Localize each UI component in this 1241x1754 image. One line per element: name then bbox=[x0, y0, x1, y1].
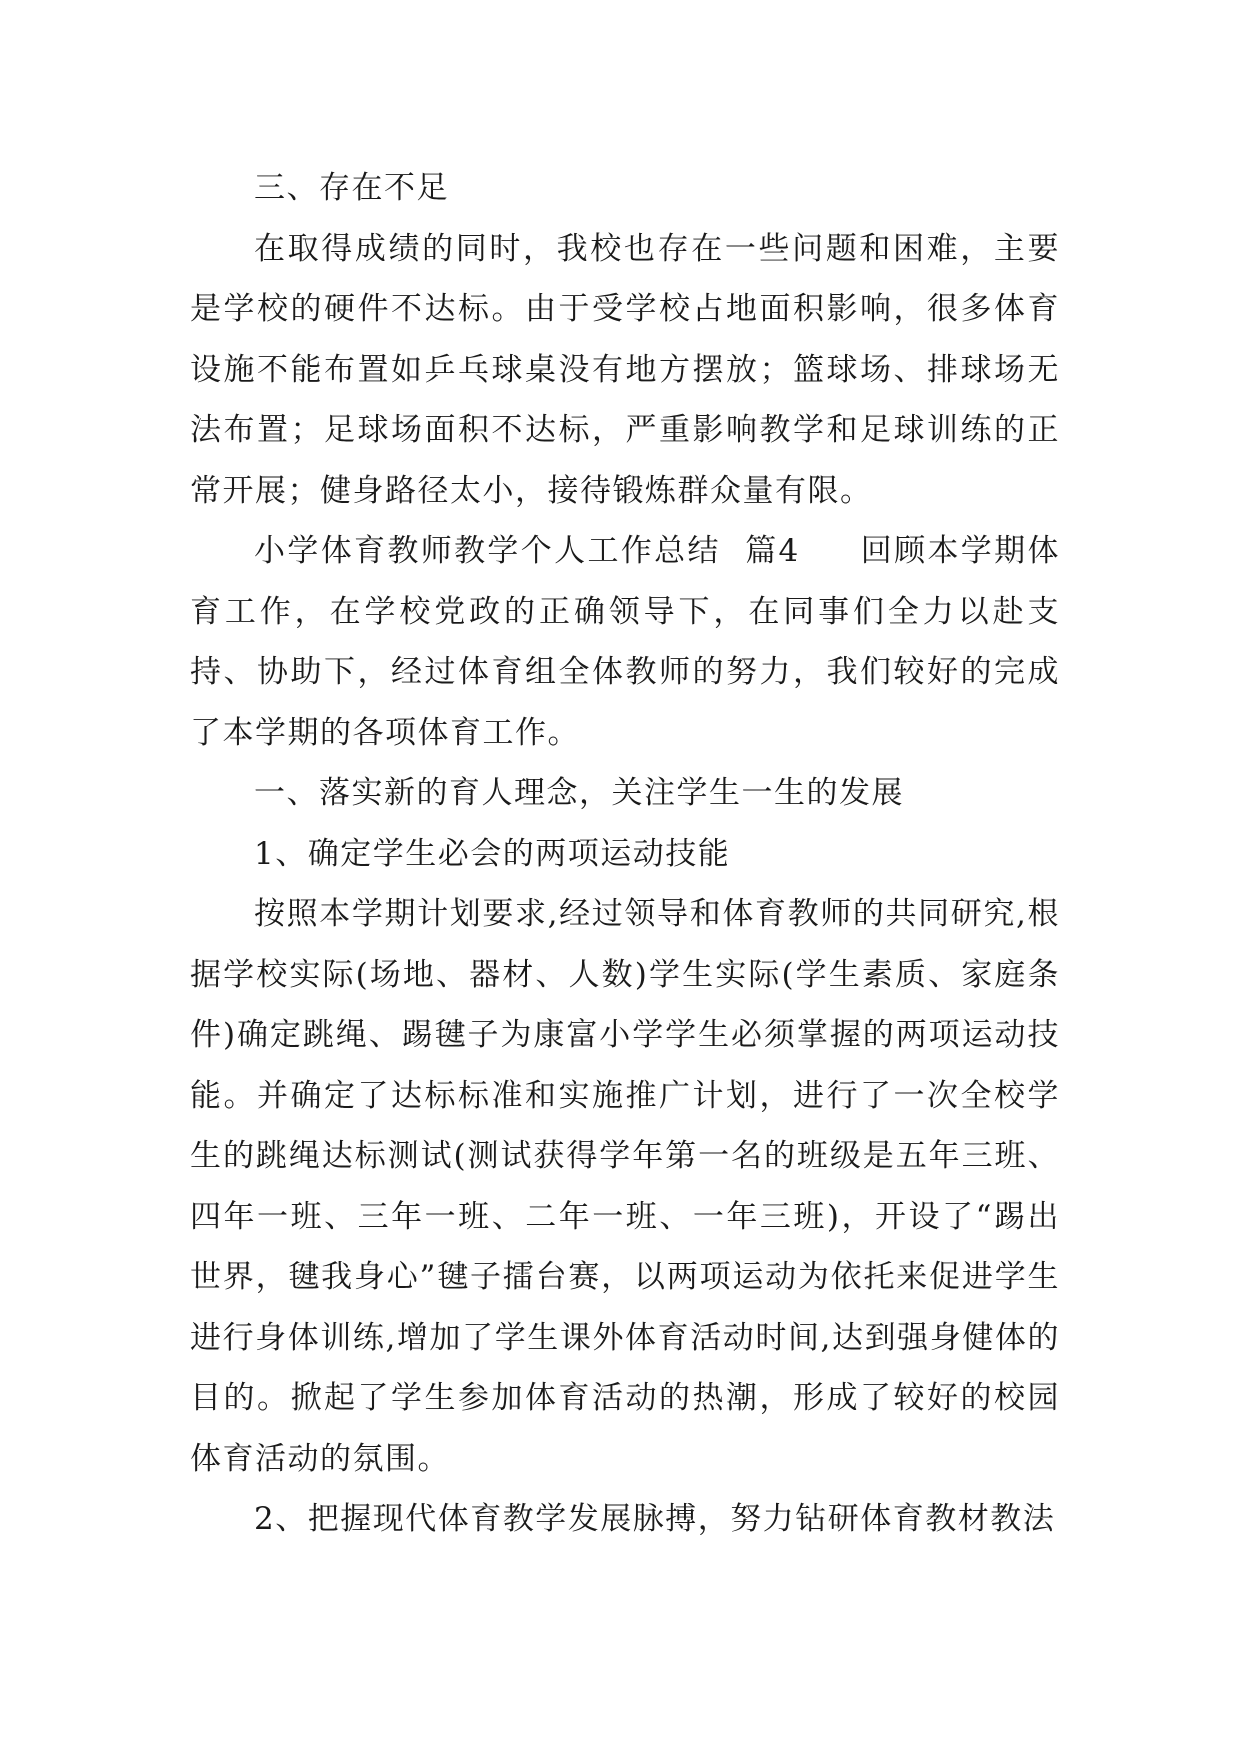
section-heading-shortcomings: 三、存在不足 bbox=[254, 170, 449, 206]
document-page bbox=[190, 158, 1060, 1550]
subheading-teaching-methods: 2、把握现代体育教学发展脉搏，努力钻研体育教材教法 bbox=[254, 1501, 1056, 1537]
subheading-sport-skills: 1、确定学生必会的两项运动技能 bbox=[254, 835, 731, 872]
paragraph-sport-skills-body: 按照本学期计划要求,经过领导和体育教师的共同研究,根据学校实际(场地、器材、人数)学生实际(学生素质、家庭条件)确定跳绳、踢毽子为康富小学学生必须掌握的两项运动技能。并确定了达标标准和实施推广计划，进行了一次全校学生的跳绳达标测试(测试获得学年第一名的班级是五年三班、四年一班、三年一班、二年一班、一年三班)，开设了“踢出世界，毽我身心”毽子擂台赛，以两项运动为依托来促进学生进行身体训练,增加了学生课外体育活动时间,达到强身健体的目的。掀起了学生参加体育活动的热潮，形成了较好的校园体育活动的氛围。 bbox=[190, 896, 1060, 1477]
paragraph-shortcomings-body: 在取得成绩的同时，我校也存在一些问题和困难，主要是学校的硬件不达标。由于受学校占地面积影响，很多体育设施不能布置如乒乓球桌没有地方摆放；篮球场、排球场无法布置；足球场面积不达标，严重影响教学和足球训练的正常开展；健身路径太小，接待锻炼群众量有限。 bbox=[190, 230, 1060, 509]
paragraph-summary-intro: 小学体育教师教学个人工作总结 篇4 回顾本学期体育工作，在学校党政的正确领导下，在同事们全力以赴支持、协助下，经过体育组全体教师的努力，我们较好的完成了本学期的各项体育工作。 bbox=[190, 533, 1060, 751]
section-heading-education-concept: 一、落实新的育人理念，关注学生一生的发展 bbox=[254, 775, 904, 811]
